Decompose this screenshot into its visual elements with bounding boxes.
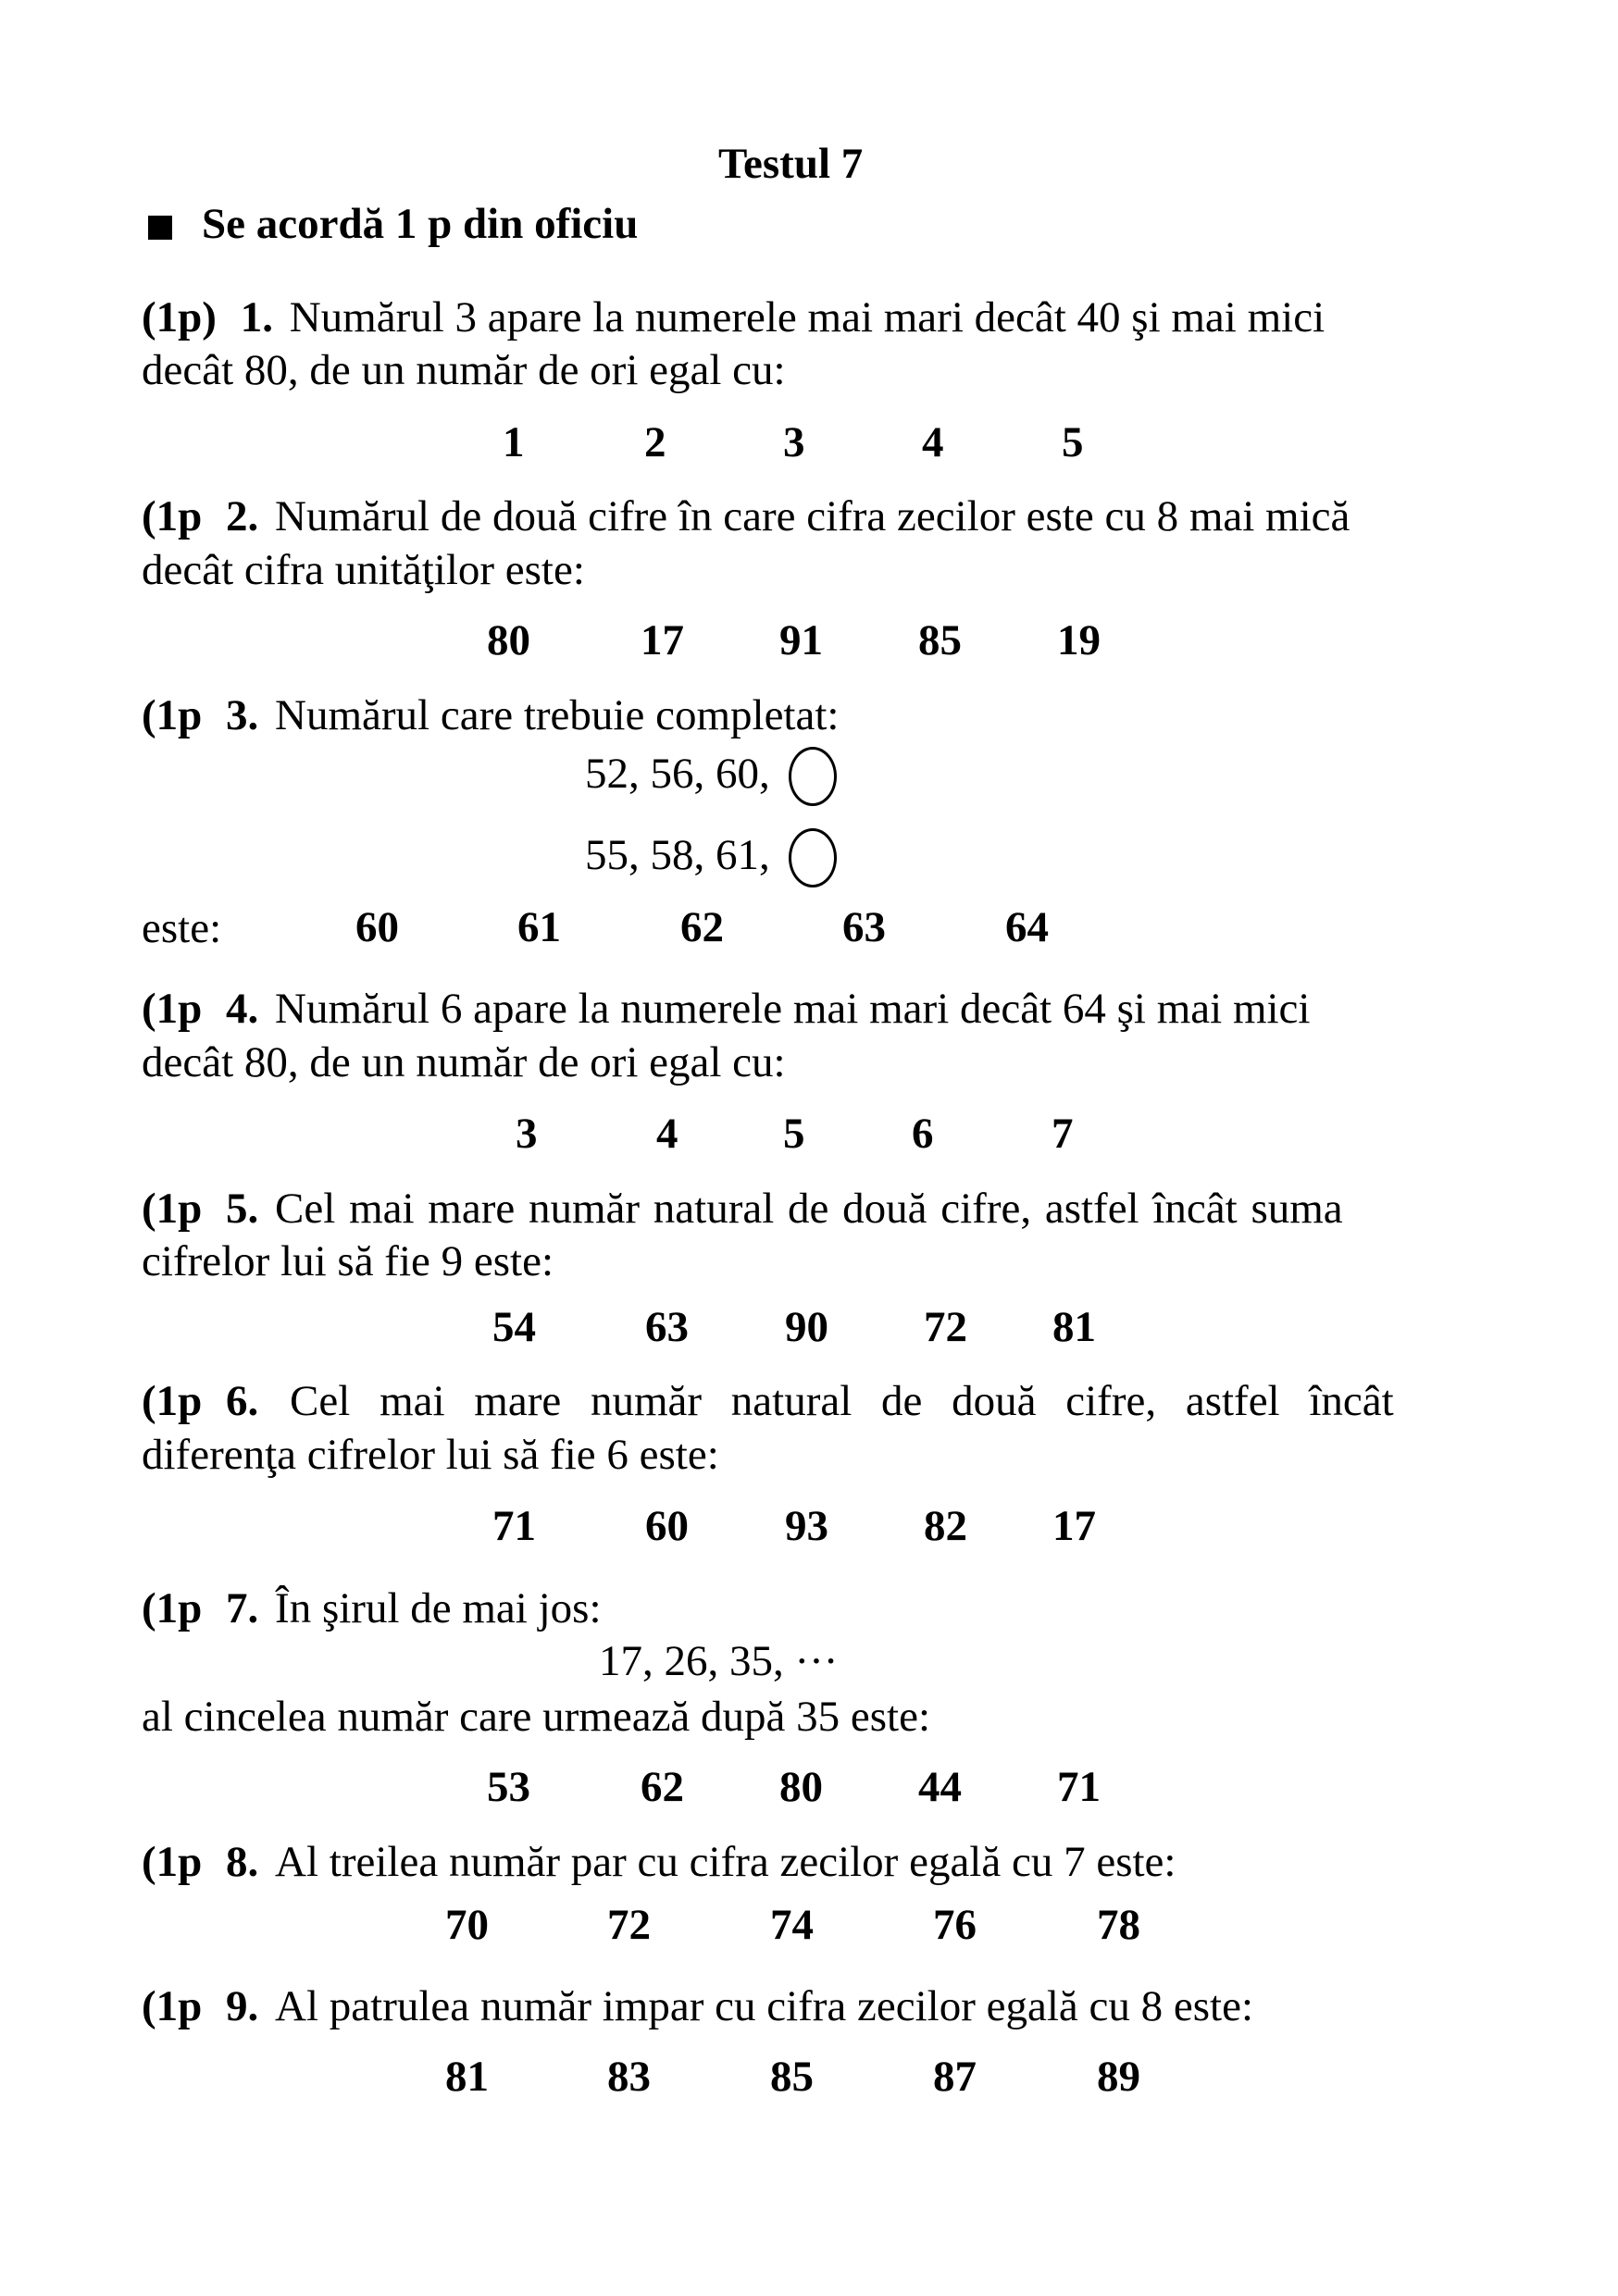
question-points: (1p bbox=[142, 691, 203, 739]
answer-option[interactable]: 7 bbox=[1052, 1110, 1074, 1158]
question-points: (1p bbox=[142, 1584, 203, 1632]
question-text: În şirul de mai jos: bbox=[275, 1584, 602, 1632]
answer-option[interactable]: 89 bbox=[1097, 2053, 1140, 2101]
question-text: Numărul 6 apare la numerele mai mari decât 64 şi mai mici bbox=[275, 985, 1311, 1033]
question-number: 6. bbox=[226, 1377, 259, 1425]
blank-circle[interactable] bbox=[789, 828, 837, 887]
question-points: (1p) bbox=[142, 293, 217, 341]
question-text: Al treilea număr par cu cifra zecilor egală cu 7 este: bbox=[275, 1838, 1176, 1886]
question-number: 8. bbox=[226, 1838, 259, 1886]
answer-option[interactable]: 82 bbox=[924, 1502, 967, 1550]
question-text: decât 80, de un număr de ori egal cu: bbox=[142, 1038, 786, 1086]
question-number: 3. bbox=[226, 691, 259, 739]
question-points: (1p bbox=[142, 1982, 203, 2030]
answer-option[interactable]: 17 bbox=[1052, 1502, 1096, 1550]
question-number: 9. bbox=[226, 1982, 259, 2030]
answer-option[interactable]: 61 bbox=[517, 903, 561, 951]
answer-option[interactable]: 90 bbox=[785, 1303, 828, 1351]
answer-option[interactable]: 2 bbox=[644, 418, 666, 466]
answer-option[interactable]: 80 bbox=[487, 616, 530, 664]
answer-option[interactable]: 62 bbox=[641, 1763, 684, 1811]
answer-option[interactable]: 63 bbox=[842, 903, 886, 951]
bullet-square-icon bbox=[148, 216, 172, 240]
answer-prefix: este: bbox=[142, 904, 222, 952]
question-text: decât 80, de un număr de ori egal cu: bbox=[142, 346, 786, 394]
answer-option[interactable]: 74 bbox=[770, 1901, 814, 1949]
answer-option[interactable]: 4 bbox=[656, 1110, 678, 1158]
answer-option[interactable]: 44 bbox=[918, 1763, 962, 1811]
answer-option[interactable]: 60 bbox=[355, 903, 399, 951]
answer-option[interactable]: 78 bbox=[1097, 1901, 1140, 1949]
sequence-line: 52, 56, 60, bbox=[585, 750, 770, 798]
answer-option[interactable]: 72 bbox=[607, 1901, 651, 1949]
answer-option[interactable]: 70 bbox=[445, 1901, 489, 1949]
question-number: 5. bbox=[226, 1185, 259, 1233]
answer-option[interactable]: 3 bbox=[516, 1110, 538, 1158]
answer-option[interactable]: 71 bbox=[492, 1502, 536, 1550]
answer-option[interactable]: 53 bbox=[487, 1763, 530, 1811]
answer-option[interactable]: 83 bbox=[607, 2053, 651, 2101]
answer-option[interactable]: 19 bbox=[1057, 616, 1101, 664]
answer-option[interactable]: 54 bbox=[492, 1303, 536, 1351]
question-text: Numărul de două cifre în care cifra zecilor este cu 8 mai mică bbox=[275, 492, 1350, 540]
question-text: Cel mai mare număr natural de două cifre, astfel încât bbox=[290, 1377, 1394, 1425]
answer-option[interactable]: 17 bbox=[641, 616, 684, 664]
question-text: diferenţa cifrelor lui să fie 6 este: bbox=[142, 1431, 719, 1479]
answer-option[interactable]: 85 bbox=[918, 616, 962, 664]
office-points: Se acordă 1 p din oficiu bbox=[202, 200, 639, 248]
blank-circle[interactable] bbox=[789, 747, 837, 806]
question-points: (1p bbox=[142, 492, 203, 540]
answer-option[interactable]: 62 bbox=[680, 903, 724, 951]
answer-option[interactable]: 81 bbox=[445, 2053, 489, 2101]
question-points: (1p bbox=[142, 1838, 203, 1886]
answer-option[interactable]: 85 bbox=[770, 2053, 814, 2101]
question-points: (1p bbox=[142, 985, 203, 1033]
answer-option[interactable]: 3 bbox=[783, 418, 805, 466]
answer-option[interactable]: 93 bbox=[785, 1502, 828, 1550]
answer-option[interactable]: 71 bbox=[1057, 1763, 1101, 1811]
answer-option[interactable]: 64 bbox=[1005, 903, 1049, 951]
question-text: al cincelea număr care urmează după 35 este: bbox=[142, 1693, 931, 1741]
answer-option[interactable]: 63 bbox=[645, 1303, 689, 1351]
question-text: Cel mai mare număr natural de două cifre, astfel încât suma bbox=[275, 1185, 1343, 1233]
question-text: Numărul 3 apare la numerele mai mari decât 40 şi mai mici bbox=[289, 293, 1326, 341]
question-number: 4. bbox=[226, 985, 259, 1033]
answer-option[interactable]: 76 bbox=[933, 1901, 977, 1949]
question-text: Al patrulea număr impar cu cifra zecilor egală cu 8 este: bbox=[275, 1982, 1254, 2030]
answer-option[interactable]: 60 bbox=[645, 1502, 689, 1550]
question-points: (1p bbox=[142, 1377, 203, 1425]
question-text: Numărul care trebuie completat: bbox=[275, 691, 840, 739]
answer-option[interactable]: 87 bbox=[933, 2053, 977, 2101]
answer-option[interactable]: 81 bbox=[1052, 1303, 1096, 1351]
question-points: (1p bbox=[142, 1185, 203, 1233]
answer-option[interactable]: 91 bbox=[779, 616, 823, 664]
answer-option[interactable]: 5 bbox=[783, 1110, 805, 1158]
answer-option[interactable]: 72 bbox=[924, 1303, 967, 1351]
page-title: Testul 7 bbox=[718, 140, 864, 188]
sequence-line: 55, 58, 61, bbox=[585, 831, 770, 879]
question-number: 7. bbox=[226, 1584, 259, 1632]
answer-option[interactable]: 5 bbox=[1062, 418, 1084, 466]
answer-option[interactable]: 4 bbox=[922, 418, 944, 466]
question-number: 1. bbox=[240, 293, 273, 341]
question-text: decât cifra unităţilor este: bbox=[142, 546, 585, 594]
answer-option[interactable]: 1 bbox=[503, 418, 525, 466]
answer-option[interactable]: 6 bbox=[912, 1110, 934, 1158]
question-number: 2. bbox=[226, 492, 259, 540]
question-text: cifrelor lui să fie 9 este: bbox=[142, 1237, 554, 1285]
answer-option[interactable]: 80 bbox=[779, 1763, 823, 1811]
sequence-line: 17, 26, 35, ··· bbox=[599, 1637, 839, 1685]
